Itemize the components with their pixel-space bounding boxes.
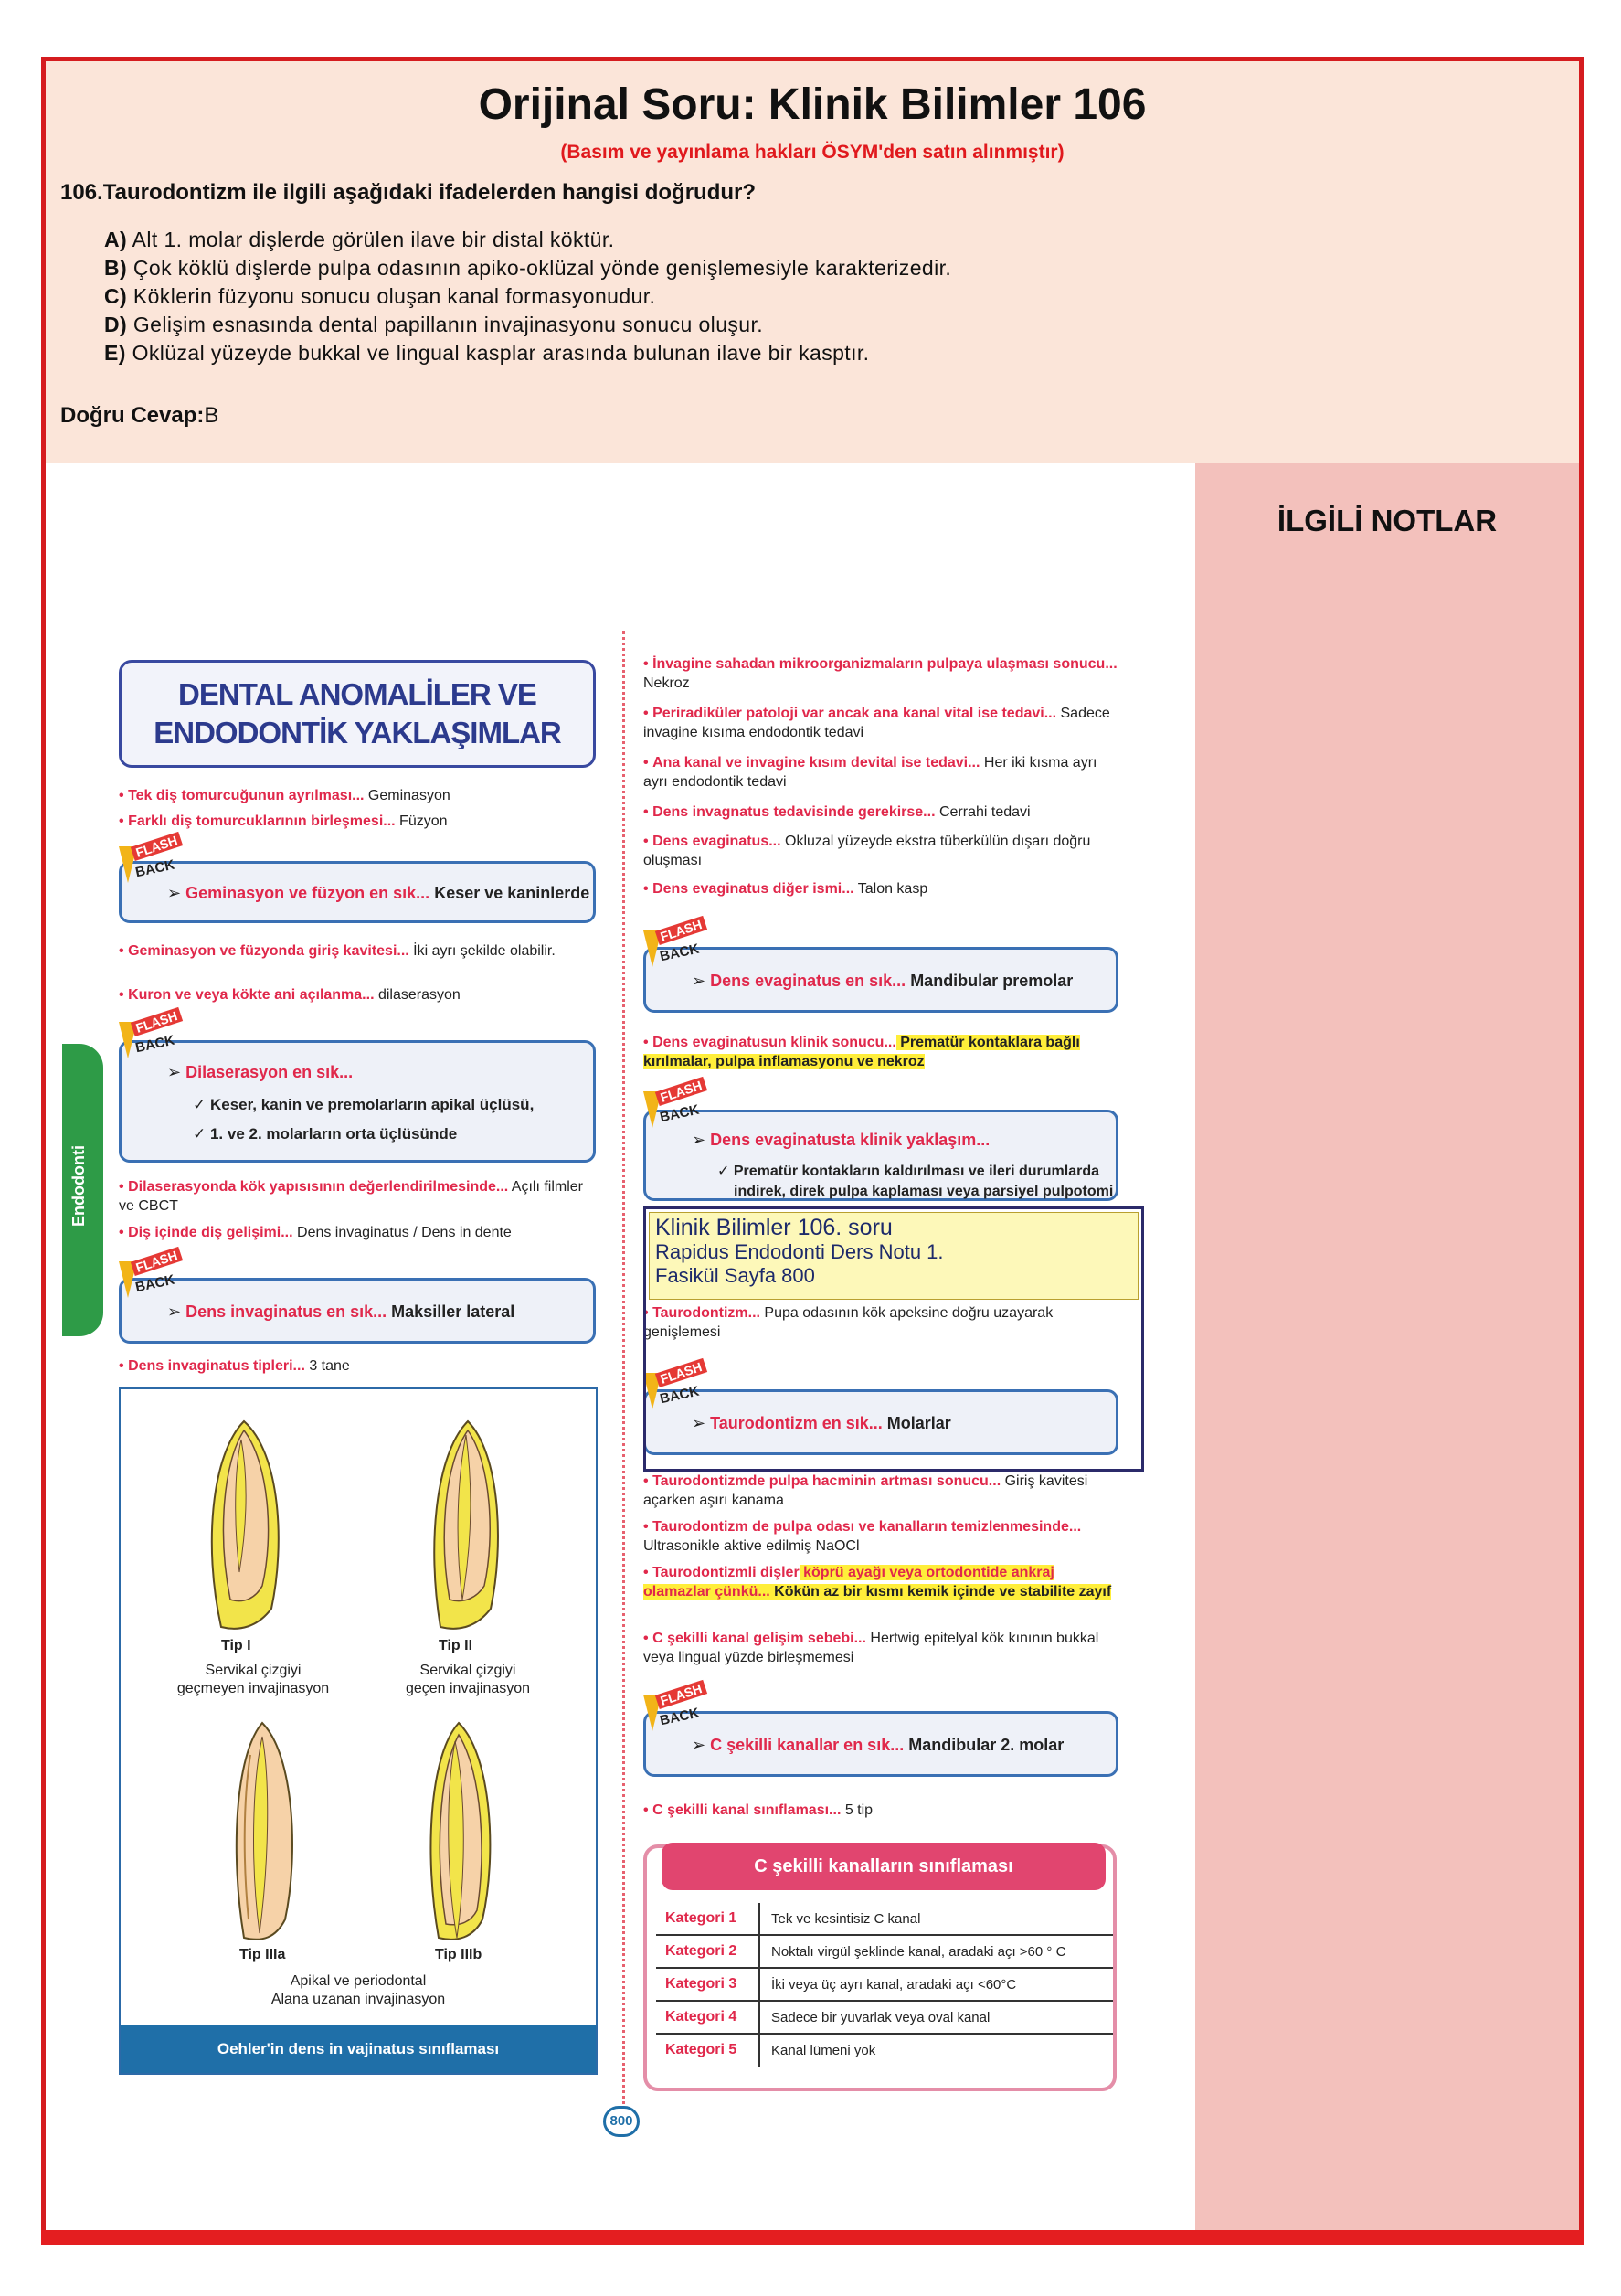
tip2-label: Tip II	[439, 1638, 473, 1653]
notes-panel	[1195, 463, 1579, 2230]
table-title: C şekilli kanalların sınıflaması	[662, 1843, 1106, 1890]
textbook-page-scan	[62, 594, 1188, 2139]
table-row: Kategori 1 Tek ve kesintisiz C kanal	[656, 1903, 1113, 1936]
tip1-label: Tip I	[221, 1638, 251, 1653]
bullet-geminasyon: • Tek diş tomurcuğunun ayrılması... Geminasyon	[119, 788, 450, 803]
bullet-kok-degerlendirme: • Dilaserasyonda kök yapısısının değerlendirilmesinde... Açılı filmler ve CBCT	[119, 1179, 584, 1214]
reference-overlay-box	[643, 1206, 1144, 1472]
flashback-evaginatus-yaklasim: ➢ Dens evaginatusta klinik yaklaşım... ✓ Prematür kontakların kaldırılması ve ileri durumlarda indirek, direk pulpa kaplaması veya parsiyel pulpotomi	[643, 1110, 1118, 1201]
dens-invaginatus-figure	[119, 1387, 598, 2075]
bottom-red-bar	[41, 2230, 1584, 2245]
question-title: Orijinal Soru: Klinik Bilimler 106	[478, 80, 1147, 129]
bullet-dens-tipleri: • Dens invaginatus tipleri... 3 tane	[119, 1358, 350, 1374]
tooth-tip2-illustration	[413, 1417, 514, 1636]
bullet-c-sinif: • C şekilli kanal sınıflaması... 5 tip	[643, 1802, 874, 1818]
option-a: A) Alt 1. molar dişlerde görülen ilave bir distal köktür.	[104, 228, 615, 251]
bullet-fuzyon: • Farklı diş tomurcuklarının birleşmesi... Füzyon	[119, 813, 448, 829]
flashback-badge: FLASH BACK	[643, 1082, 700, 1133]
tip3-description: Apikal ve periodontal Alana uzanan invajinasyon	[270, 1973, 446, 2007]
answer-options	[104, 226, 951, 367]
chapter-title-line2: ENDODONTİK YAKLAŞIMLAR	[154, 716, 561, 749]
option-d: D) Gelişim esnasında dental papillanın invajinasyonu sonucu oluşur.	[104, 313, 764, 336]
bullet-dis-icinde-dis: • Diş içinde diş gelişimi... Dens invaginatus / Dens in dente	[119, 1225, 512, 1240]
bullet-evaginatus-sonuc: • Dens evaginatusun klinik sonucu... Prematür kontaklara bağlı kırılmalar, pulpa inflamasyonu ve nekroz	[643, 1035, 1080, 1069]
table-row: Kategori 2 Noktalı virgül şeklinde kanal, aradaki açı >60 ° C	[656, 1936, 1113, 1969]
bullet-talon-kasp: • Dens evaginatus diğer ismi... Talon kasp	[643, 881, 928, 897]
question-stem: 106.Taurodontizm ile ilgili aşağıdaki ifadelerden hangisi doğrudur?	[60, 180, 757, 205]
tooth-tip3b-illustration	[413, 1718, 504, 1947]
bullet-dens-evaginatus: • Dens evaginatus... Okluzal yüzeyde ekstra tüberkülün dışarı doğru oluşması	[643, 834, 1091, 868]
question-block	[46, 61, 1579, 463]
copyright-note: (Basım ve yayınlama hakları ÖSYM'den satın alınmıştır)	[560, 142, 1065, 163]
flashback-c-sekilli: ➢ C şekilli kanallar en sık... Mandibular 2. molar	[643, 1711, 1118, 1777]
table-row: Kategori 4 Sadece bir yuvarlak veya oval kanal	[656, 2002, 1113, 2035]
tip3b-label: Tip IIIb	[435, 1947, 482, 1962]
option-e: E) Oklüzal yüzeyde bukkal ve lingual kasplar arasında bulunan ilave bir kasptır.	[104, 341, 870, 365]
tooth-tip1-illustration	[194, 1417, 294, 1636]
flashback-badge: FLASH BACK	[119, 1013, 175, 1064]
bullet-c-sekilli-sebep: • C şekilli kanal gelişim sebebi... Hertwig epitelyal kök kınının bukkal veya lingual yüzde birleşmemesi	[643, 1631, 1099, 1665]
flashback-geminasyon: ➢ Geminasyon ve füzyon en sık... Keser ve kaninlerde	[119, 861, 596, 923]
column-divider	[622, 631, 625, 2111]
bullet-pulpa-hacmi: • Taurodontizmde pulpa hacminin artması sonucu... Giriş kavitesi açarken aşırı kanama	[643, 1473, 1088, 1508]
bullet-giris-kavitesi: • Geminasyon ve füzyonda giriş kavitesi... İki ayrı şekilde olabilir.	[119, 943, 556, 959]
flashback-dilaserasyon: ➢ Dilaserasyon en sık... ✓ Keser, kanin ve premolarların apikal üçlüsü, ✓ 1. ve 2. molarların orta üçlüsünde	[119, 1040, 596, 1163]
flashback-badge: FLASH BACK	[643, 921, 700, 973]
bullet-taurodontizm: • Taurodontizm... Pupa odasının kök apeksine doğru uzayarak genişlemesi	[643, 1305, 1054, 1340]
tip1-description: Servikal çizgiyi geçmeyen invajinasyon	[176, 1663, 330, 1696]
option-b: B) Çok köklü dişlerde pulpa odasının apiko-oklüzal yönde genişlemesiyle karakterizedir.	[104, 256, 952, 280]
notes-title: İLGİLİ NOTLAR	[1277, 504, 1498, 537]
flashback-badge: FLASH BACK	[119, 1252, 175, 1303]
flashback-dens-evaginatus: ➢ Dens evaginatus en sık... Mandibular premolar	[643, 947, 1118, 1013]
tooth-tip3a-illustration	[221, 1718, 303, 1947]
table-row: Kategori 3 İki veya üç ayrı kanal, aradaki açı <60°C	[656, 1969, 1113, 2002]
bullet-nekroz: • İnvagine sahadan mikroorganizmaların pulpaya ulaşması sonucu... Nekroz	[643, 656, 1118, 691]
tip2-description: Servikal çizgiyi geçen invajinasyon	[405, 1663, 531, 1696]
tip3a-label: Tip IIIa	[239, 1947, 286, 1962]
bullet-periradikuler: • Periradiküler patoloji var ancak ana kanal vital ise tedavi... Sadece invagine kısıma endodontik tedavi	[643, 706, 1110, 740]
c-canal-classification-table	[643, 1844, 1117, 2091]
reference-note: Klinik Bilimler 106. soru Rapidus Endodonti Ders Notu 1. Fasikül Sayfa 800	[649, 1212, 1139, 1300]
chapter-title-box	[119, 660, 596, 768]
table-row: Kategori 5 Kanal lümeni yok	[656, 2035, 1113, 2067]
flashback-dens-invaginatus: ➢ Dens invaginatus en sık... Maksiller lateral	[119, 1278, 596, 1344]
flashback-taurodontizm: ➢ Taurodontizm en sık... Molarlar	[643, 1389, 1118, 1455]
section-tab: Endodonti	[62, 1044, 103, 1336]
chapter-title-line1: DENTAL ANOMALİLER VE	[178, 677, 536, 711]
flashback-badge: FLASH BACK	[119, 837, 175, 888]
page-number: 800	[603, 2106, 640, 2137]
bullet-dilaserasyon: • Kuron ve veya kökte ani açılanma... dilaserasyon	[119, 987, 461, 1003]
figure-caption: Oehler'in dens in vajinatus sınıflaması	[121, 2025, 596, 2073]
bullet-cerrahi: • Dens invagnatus tedavisinde gerekirse... Cerrahi tedavi	[643, 804, 1031, 820]
bullet-naocl: • Taurodontizm de pulpa odası ve kanalların temizlenmesinde... Ultrasonikle aktive edilmiş NaOCl	[643, 1519, 1082, 1554]
bullet-kopru-ayagi: • Taurodontizmli dişler köprü ayağı veya ortodontide ankraj olamazlar çünkü... Kökün az bir kısmı kemik içinde ve stabilite zayıf	[643, 1565, 1112, 1600]
flashback-badge: FLASH BACK	[643, 1685, 700, 1737]
option-c: C) Köklerin füzyonu sonucu oluşan kanal formasyonudur.	[104, 284, 656, 308]
correct-answer: Doğru Cevap:B	[60, 403, 219, 428]
flashback-badge: FLASH BACK	[643, 1364, 700, 1415]
bullet-devital: • Ana kanal ve invagine kısım devital ise tedavi... Her iki kısma ayrı ayrı endodontik tedavi	[643, 755, 1097, 790]
